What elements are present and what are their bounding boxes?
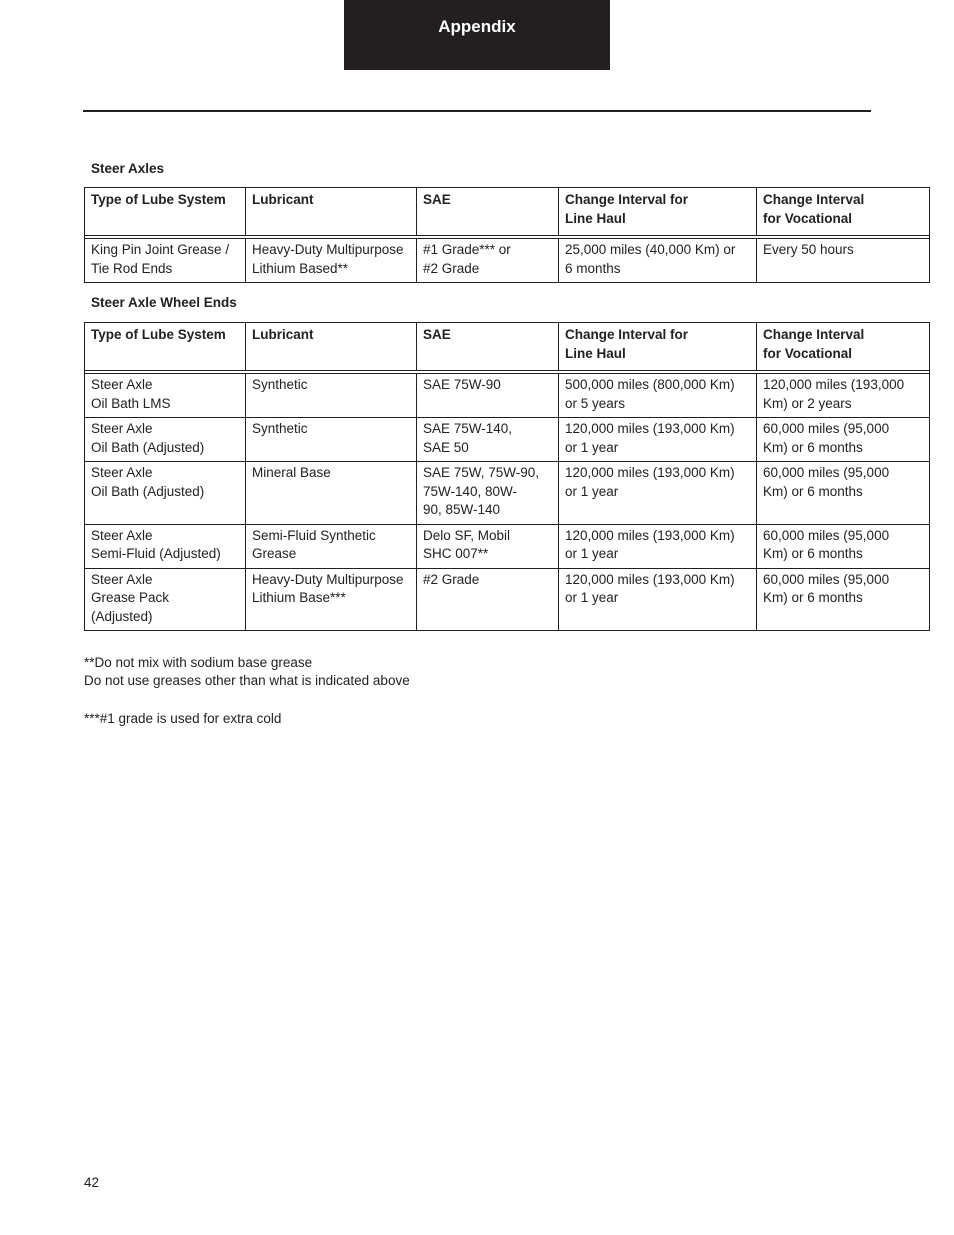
column-header: Lubricant [246,188,417,236]
column-header: Change Interval for Line Haul [559,188,757,236]
column-header: Change Interval for Line Haul [559,323,757,371]
table-cell: #2 Grade [417,568,559,631]
column-header: Lubricant [246,323,417,371]
table-cell: #1 Grade*** or #2 Grade [417,239,559,283]
table-cell: SAE 75W-90 [417,374,559,418]
table-cell: Mineral Base [246,462,417,525]
table-cell: 60,000 miles (95,000 Km) or 6 months [757,568,930,631]
footnote: ***#1 grade is used for extra cold [84,711,282,726]
table-cell: SAE 75W-140, SAE 50 [417,418,559,462]
table-cell: 500,000 miles (800,000 Km) or 5 years [559,374,757,418]
table-cell: Every 50 hours [757,239,930,283]
table-row [85,374,930,418]
table-cell: Steer Axle Semi-Fluid (Adjusted) [85,524,246,568]
table-cell: 120,000 miles (193,000 Km) or 1 year [559,418,757,462]
table-cell: 25,000 miles (40,000 Km) or 6 months [559,239,757,283]
table-row [85,568,930,631]
column-header: Type of Lube System [85,323,246,371]
table-cell: Steer Axle Oil Bath (Adjusted) [85,462,246,525]
column-header: SAE [417,323,559,371]
table-cell: SAE 75W, 75W-90, 75W-140, 80W- 90, 85W-140 [417,462,559,525]
table-cell: 60,000 miles (95,000 Km) or 6 months [757,524,930,568]
table-header-row [85,323,930,371]
steer-axles-title: Steer Axles [91,161,165,176]
table-cell: Heavy-Duty Multipurpose Lithium Based** [246,239,417,283]
table-row [85,524,930,568]
table-cell: Synthetic [246,418,417,462]
table-cell: 120,000 miles (193,000 Km) or 1 year [559,524,757,568]
table-cell: 120,000 miles (193,000 Km) or 1 year [559,568,757,631]
column-header: SAE [417,188,559,236]
appendix-tab-label: Appendix [438,17,516,36]
table-row [85,239,930,283]
table-cell: Steer Axle Oil Bath LMS [85,374,246,418]
page-number: 42 [84,1175,100,1190]
footnotes [84,654,410,728]
table-cell: Heavy-Duty Multipurpose Lithium Base*** [246,568,417,631]
column-header: Type of Lube System [85,188,246,236]
table-row [85,462,930,525]
table-cell: Synthetic [246,374,417,418]
header-rule [83,110,871,112]
steer-axle-wheel-ends-table [84,322,930,631]
footnote: **Do not mix with sodium base grease [84,655,313,670]
steer-axles-table [84,187,930,283]
table-cell: Steer Axle Oil Bath (Adjusted) [85,418,246,462]
table-cell: 120,000 miles (193,000 Km) or 1 year [559,462,757,525]
table-cell: 60,000 miles (95,000 Km) or 6 months [757,418,930,462]
table-cell: 120,000 miles (193,000 Km) or 2 years [757,374,930,418]
table-cell: Delo SF, Mobil SHC 007** [417,524,559,568]
steer-axle-wheel-ends-title: Steer Axle Wheel Ends [91,295,237,310]
table-cell: Steer Axle Grease Pack (Adjusted) [85,568,246,631]
table-cell: 60,000 miles (95,000 Km) or 6 months [757,462,930,525]
appendix-tab [344,0,610,70]
column-header: Change Interval for Vocational [757,323,930,371]
footnote: Do not use greases other than what is indicated above [84,673,410,688]
column-header: Change Interval for Vocational [757,188,930,236]
table-cell: King Pin Joint Grease / Tie Rod Ends [85,239,246,283]
table-row [85,418,930,462]
table-header-row [85,188,930,236]
table-cell: Semi-Fluid Synthetic Grease [246,524,417,568]
